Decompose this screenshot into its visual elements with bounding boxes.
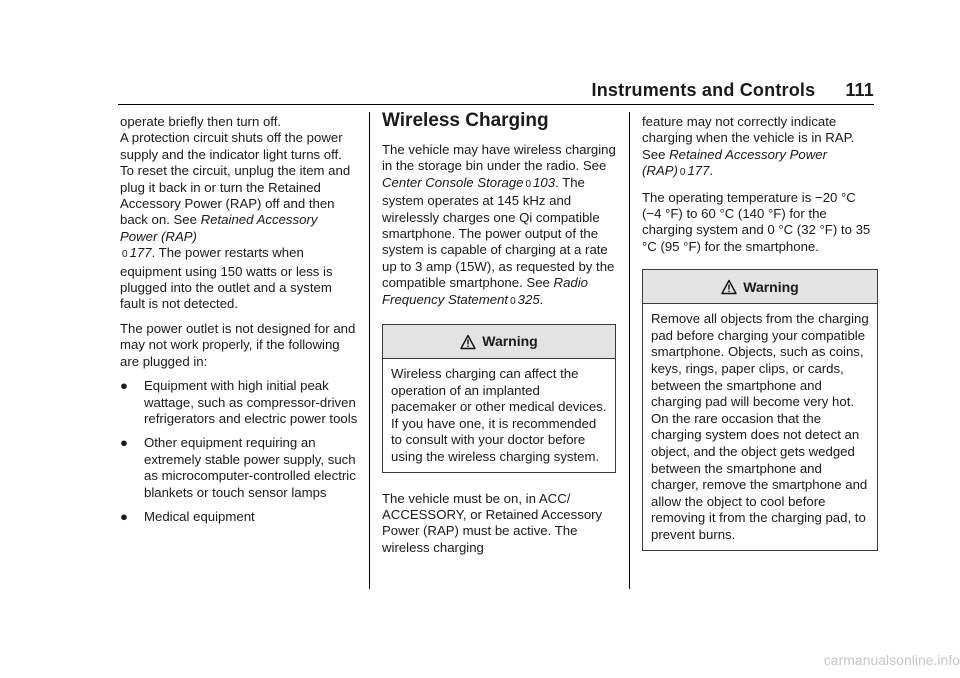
paragraph: The power outlet is not designed for and may not work properly, if the following are plugged in: [120,320,356,369]
warning-box [382,324,616,473]
list-item [120,509,358,525]
page-header [592,80,874,101]
column-divider-1 [369,112,370,589]
cross-reference-page[interactable]: 177 [129,245,152,261]
section-heading: Wireless Charging [382,110,549,131]
list-item-text: Other equipment requiring an extremely stable power supply, such as microcomputer-controlled electric blankets or touch sensor lamps [144,435,356,500]
paragraph [642,114,878,182]
cross-reference-title[interactable]: Center Console Storage [382,174,524,190]
section-title: Instruments and Controls [591,80,816,100]
paragraph [382,142,616,310]
text: . [539,291,544,307]
list-item [120,435,358,501]
text: operate briefly then turn off. [120,114,282,129]
list-item-text: Medical equipment [144,508,255,524]
cross-reference-page[interactable]: 325 [517,291,540,307]
text: A protection circuit shuts off the power supply and the indicator light turns off. To reset the circuit, unplug the item and plug it back in or turn the Retained Accessory Power (RAP) off and then back on. See [120,130,351,228]
header-divider [118,104,874,105]
bullet-icon: ● [120,508,128,524]
warning-triangle-icon [721,279,737,295]
page-ref-icon: 0 [525,178,532,190]
page-number: 111 [845,80,874,100]
cross-reference-title[interactable]: Retained Accessory Power (RAP) [642,146,827,179]
cross-reference-page[interactable]: 177 [687,163,710,179]
column-divider-2 [629,112,630,589]
column-1 [120,114,358,533]
bullet-icon: ● [120,435,128,451]
warning-title: Warning [482,333,538,350]
cross-reference-page[interactable]: 103 [533,174,556,190]
warning-header [643,270,877,304]
cross-reference-title[interactable]: Retained Accessory Power (RAP) [120,212,318,244]
cross-reference-title[interactable]: Radio Frequency Statement [382,275,589,307]
text: . The power restarts when equipment using 150 watts or less is plugged into the outlet and a system fault is not detected. [120,245,333,312]
warning-text: Wireless charging can affect the operation of an implanted pacemaker or other medical devices. If you have one, it is recommended to consult with your doctor before using the wireless charging system. [391,366,607,465]
page-ref-icon: 0 [510,295,516,307]
bullet-icon: ● [120,378,128,394]
column-2 [382,110,616,564]
warning-text: Remove all objects from the charging pad before charging your compatible smartphone. Objects, such as coins, keys, rings, paper clips, or cards, between the smartphone and charging pad will become very hot. On the rare occasion that the charging system does not detect an object, and the object gets wedged between the smartphone and charger, remove the smartphone and allow the object to cool before removing it from the charging pad, to prevent burns. [651,311,869,542]
text: The vehicle may have wireless charging in the storage bin under the radio. See [382,142,616,174]
warning-box [642,269,878,550]
text: feature may not correctly indicate charging when the vehicle is in RAP. See [642,114,855,162]
warning-title: Warning [743,278,799,295]
page-ref-icon: 0 [679,167,686,179]
list-item [120,378,358,427]
paragraph: The operating temperature is −20 °C (−4 °F) to 60 °C (140 °F) for the charging system and 0 °C (32 °F) to 35 °C (95 °F) for the smartphone. [642,189,871,254]
warning-header [383,325,615,359]
list-item-text: Equipment with high initial peak wattage, such as compressor-driven refrigerators and electric power tools [144,378,358,426]
text: . The system operates at 145 kHz and wirelessly charges one Qi compatible smartphone. The power output of the system is capable of charging at a rate up to 3 amp (15W), as requested by the compatible smartphone. See [382,174,615,291]
page-ref-icon: 0 [122,249,128,261]
watermark: carmanualsonline.info [823,652,960,668]
paragraph [120,114,358,313]
paragraph: The vehicle must be on, in ACC/ ACCESSORY, or Retained Accessory Power (RAP) must be active. The wireless charging [382,490,603,555]
warning-triangle-icon [460,334,476,350]
column-3 [642,114,878,569]
text: . [709,163,714,179]
